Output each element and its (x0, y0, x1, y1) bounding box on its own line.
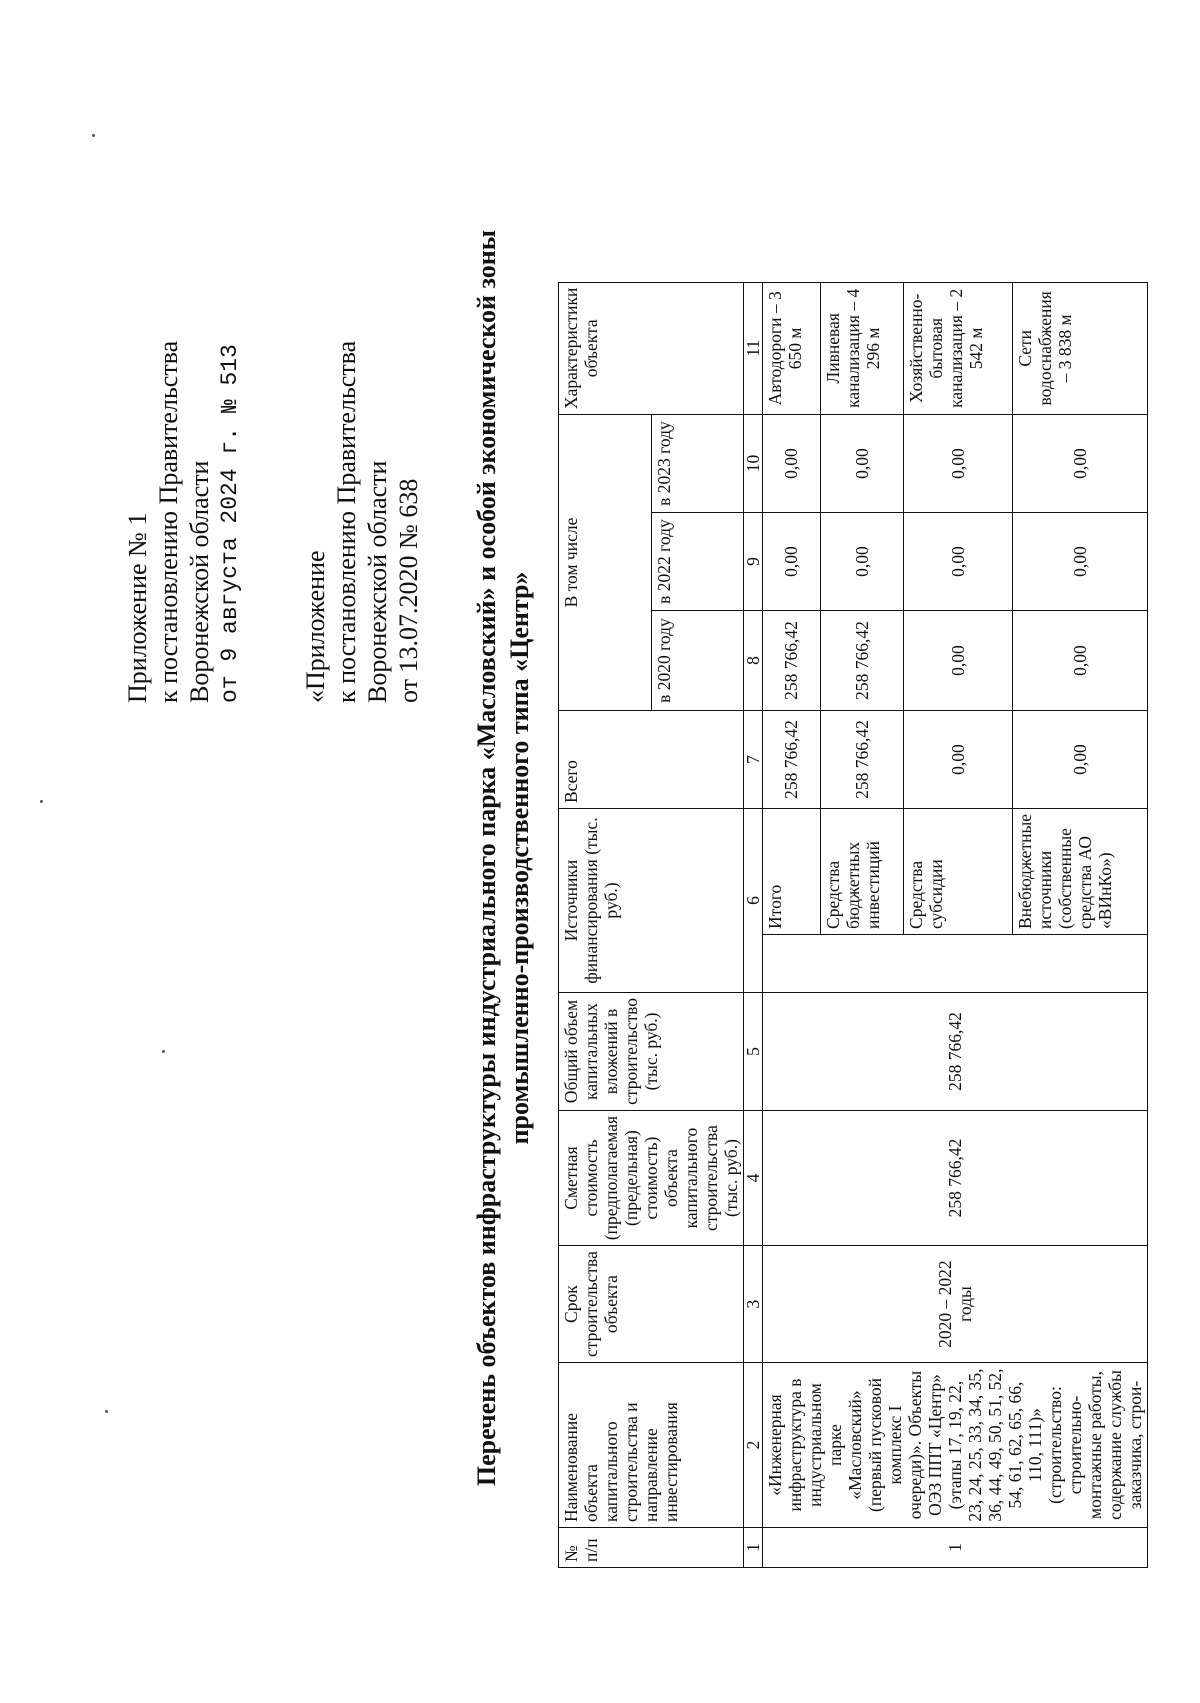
appendix-label: «Приложение (301, 550, 330, 703)
source-y2022: 0,00 (763, 513, 821, 611)
header-chars: Характеристики объекта (559, 282, 744, 414)
col-number: 6 (744, 809, 763, 993)
object-name: «Инженерная инфраструктура в индустриальном парке «Масловский» (первый пусковой комплекс I очереди)». Объекты ОЭЗ ППТ «Центр» (этапы 17, 19, 22, 23, 24, 25, 33, 34, 35, 36, 44, 49, 50, 51, 52, 54, 61, 62, 65, 66, 110, 111)» (строительство: строительно-монтажные работы, содержание службы заказчика, строи- (763, 1363, 1148, 1528)
source-y2022: 0,00 (904, 513, 1013, 611)
col-number: 1 (744, 1528, 763, 1568)
title-line-2: промышленно-производственного типа «Центр» (505, 571, 534, 1145)
scan-speck (105, 1410, 108, 1413)
appendix-label: Приложение № 1 (123, 512, 152, 703)
build-term: 2020 – 2022 годы (763, 1246, 1148, 1363)
source-total: 0,00 (1013, 711, 1148, 809)
source-y2020: 258 766,42 (763, 611, 821, 711)
source-name: Средства субсидии (904, 809, 1013, 935)
scan-speck (40, 800, 43, 803)
source-y2023: 0,00 (820, 415, 903, 513)
appendix-date: от 9 августа 2024 г. № 513 (217, 344, 243, 703)
source-total: 258 766,42 (763, 711, 821, 809)
object-characteristic: Ливневая канализация – 4 296 м (820, 282, 903, 414)
source-y2023: 0,00 (1013, 415, 1148, 513)
blank-cell (763, 934, 1148, 992)
source-y2023: 0,00 (763, 415, 821, 513)
investment-table (558, 282, 1148, 1568)
col-number: 2 (744, 1363, 763, 1528)
column-number-row (744, 282, 763, 1567)
col-number: 5 (744, 992, 763, 1110)
object-characteristic: Автодороги – 3 650 м (763, 282, 821, 414)
header-volume: Общий объем капитальных вложений в строительство (тыс. руб.) (559, 992, 744, 1110)
source-y2023: 0,00 (904, 415, 1013, 513)
source-y2020: 0,00 (1013, 611, 1148, 711)
col-number: 11 (744, 282, 763, 414)
header-name: Наименование объекта капитального строительства и направление инвестирования (559, 1363, 744, 1528)
source-name: Внебюджетные источники (собственные средства АО «ВИнКо») (1013, 809, 1148, 935)
source-name: Средства бюджетных инвестиций (820, 809, 903, 935)
appendix-region: Воронежской области (363, 460, 392, 703)
source-y2020: 0,00 (904, 611, 1013, 711)
row-no: 1 (763, 1528, 1148, 1568)
source-y2022: 0,00 (1013, 513, 1148, 611)
object-characteristic: Сети водоснабжения – 3 838 м (1013, 282, 1148, 414)
header-y2020: в 2020 году (651, 611, 744, 711)
source-total: 0,00 (904, 711, 1013, 809)
appendix-header-old (300, 341, 424, 703)
investment-volume: 258 766,42 (763, 992, 1148, 1110)
appendix-date: от 13.07.2020 № 638 (394, 478, 423, 703)
header-no: № п/п (559, 1528, 744, 1568)
appendix-region: Воронежской области (185, 460, 214, 703)
scan-speck (92, 134, 95, 137)
appendix-ref: к постановлению Правительства (332, 340, 361, 703)
header-total: Всего (559, 711, 744, 809)
source-total: 258 766,42 (820, 711, 903, 809)
document-title (470, 163, 536, 1553)
estimated-cost: 258 766,42 (763, 1110, 1148, 1245)
appendix-ref: к постановлению Правительства (154, 340, 183, 703)
appendix-header-new (122, 341, 246, 703)
title-line-1: Перечень объектов инфраструктуры индустриального парка «Масловский» и особой экономической зоны (472, 229, 501, 1487)
header-cost: Сметная стоимость (предполагаемая (предельная) стоимость) объекта капитального строительства (тыс. руб.) (559, 1110, 744, 1245)
header-incl: В том числе (559, 415, 652, 711)
header-term: Срок строительства объекта (559, 1246, 744, 1363)
col-number: 3 (744, 1246, 763, 1363)
header-y2023: в 2023 году (651, 415, 744, 513)
table-row (763, 282, 821, 1567)
header-row-1 (559, 282, 652, 1567)
header-y2022: в 2022 году (651, 513, 744, 611)
source-y2020: 258 766,42 (820, 611, 903, 711)
col-number: 8 (744, 611, 763, 711)
object-characteristic: Хозяйственно-бытовая канализация – 2 542 м (904, 282, 1013, 414)
header-sources: Источники финансирования (тыс. руб.) (559, 809, 744, 993)
source-y2022: 0,00 (820, 513, 903, 611)
col-number: 9 (744, 513, 763, 611)
scan-speck (162, 1050, 165, 1053)
col-number: 7 (744, 711, 763, 809)
source-name: Итого (763, 809, 821, 935)
col-number: 10 (744, 415, 763, 513)
col-number: 4 (744, 1110, 763, 1245)
